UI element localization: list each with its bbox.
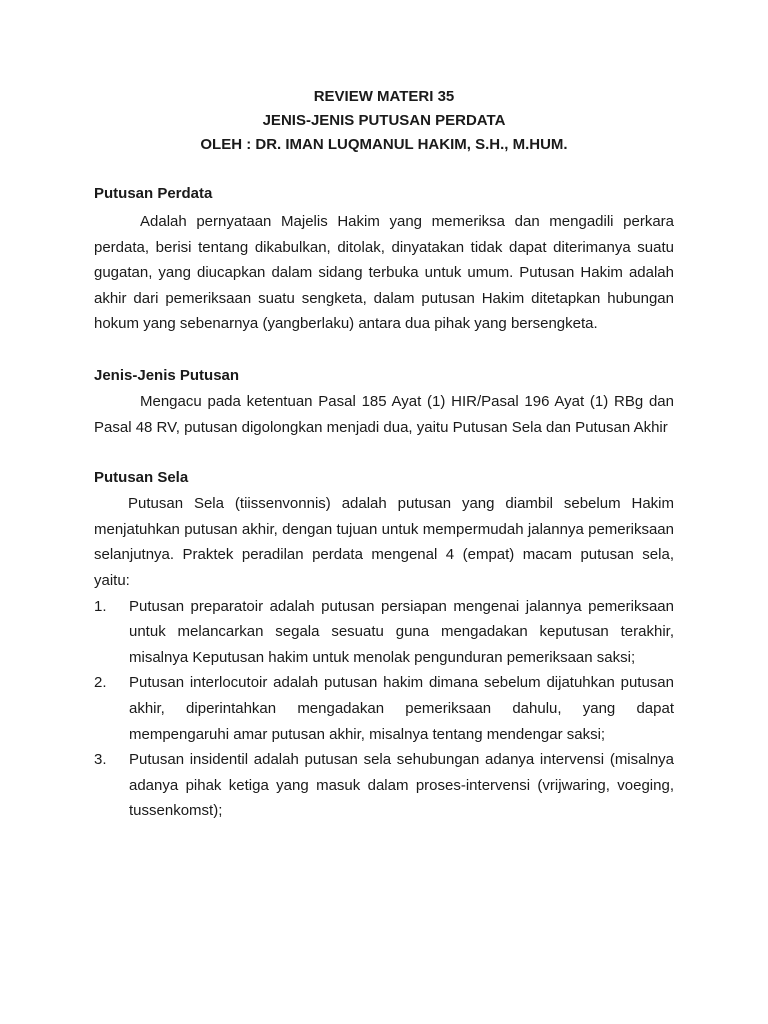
title-line-2: JENIS-JENIS PUTUSAN PERDATA (262, 112, 506, 129)
list-item-text: Putusan preparatoir adalah putusan persiapan mengenai jalannya pemeriksaan untuk melancarkan segala sesuatu guna mengadakan keputusan terakhir, misalnya Keputusan hakim untuk menolak pengunduran pemeriksaan saksi; (129, 597, 674, 666)
list-item (94, 594, 674, 671)
list-item-number: 2. (94, 674, 107, 692)
paragraph-putusan-sela: Putusan Sela (tiissenvonnis) adalah putusan yang diambil sebelum Hakim menjatuhkan putusan akhir, dengan tujuan untuk mempermudah jalannya pemeriksaan selanjutnya. Praktek peradilan perdata mengenal 4 (empat) macam putusan sela, yaitu: (94, 495, 674, 589)
section-heading-putusan-sela: Putusan Sela (94, 469, 189, 487)
paragraph-putusan-perdata: Adalah pernyataan Majelis Hakim yang memeriksa dan mengadili perkara perdata, berisi tentang dikabulkan, ditolak, dinyatakan tidak dapat diterimanya suatu gugatan, yang diucapkan dalam sidang terbuka untuk umum. Putusan Hakim adalah akhir dari pemeriksaan suatu sengketa, dalam putusan Hakim ditetapkan hubungan hokum yang sebenarnya (yangberlaku) antara dua pihak yang bersengketa. (94, 213, 674, 333)
section-heading-putusan-perdata: Putusan Perdata (94, 185, 213, 202)
list-item-number: 3. (94, 751, 107, 769)
section-heading-jenis-putusan: Jenis-Jenis Putusan (94, 366, 240, 384)
document-page (94, 85, 674, 824)
list-item (94, 670, 674, 747)
list-item-text: Putusan insidentil adalah putusan sela sehubungan adanya intervensi (misalnya adanya pihak ketiga yang masuk dalam proses-intervensi (vrijwaring, voeging, tussenkomst); (129, 751, 674, 820)
title-line-1: REVIEW MATERI 35 (313, 88, 455, 105)
list-item-text: Putusan interlocutoir adalah putusan hakim dimana sebelum dijatuhkan putusan akhir, diperintahkan mengadakan pemeriksaan dahulu, yang dapat mempengaruhi amar putusan akhir, misalnya tentang mendengar saksi; (129, 674, 674, 743)
paragraph-jenis-putusan: Mengacu pada ketentuan Pasal 185 Ayat (1) HIR/Pasal 196 Ayat (1) RBg dan Pasal 48 RV, putusan digolongkan menjadi dua, yaitu Putusan Sela dan Putusan Akhir (94, 392, 674, 436)
title-line-3: OLEH : DR. IMAN LUQMANUL HAKIM, S.H., M.HUM. (200, 136, 568, 153)
document-title (94, 85, 674, 157)
putusan-sela-list (94, 594, 674, 824)
list-item-number: 1. (94, 597, 107, 615)
list-item (94, 747, 674, 824)
